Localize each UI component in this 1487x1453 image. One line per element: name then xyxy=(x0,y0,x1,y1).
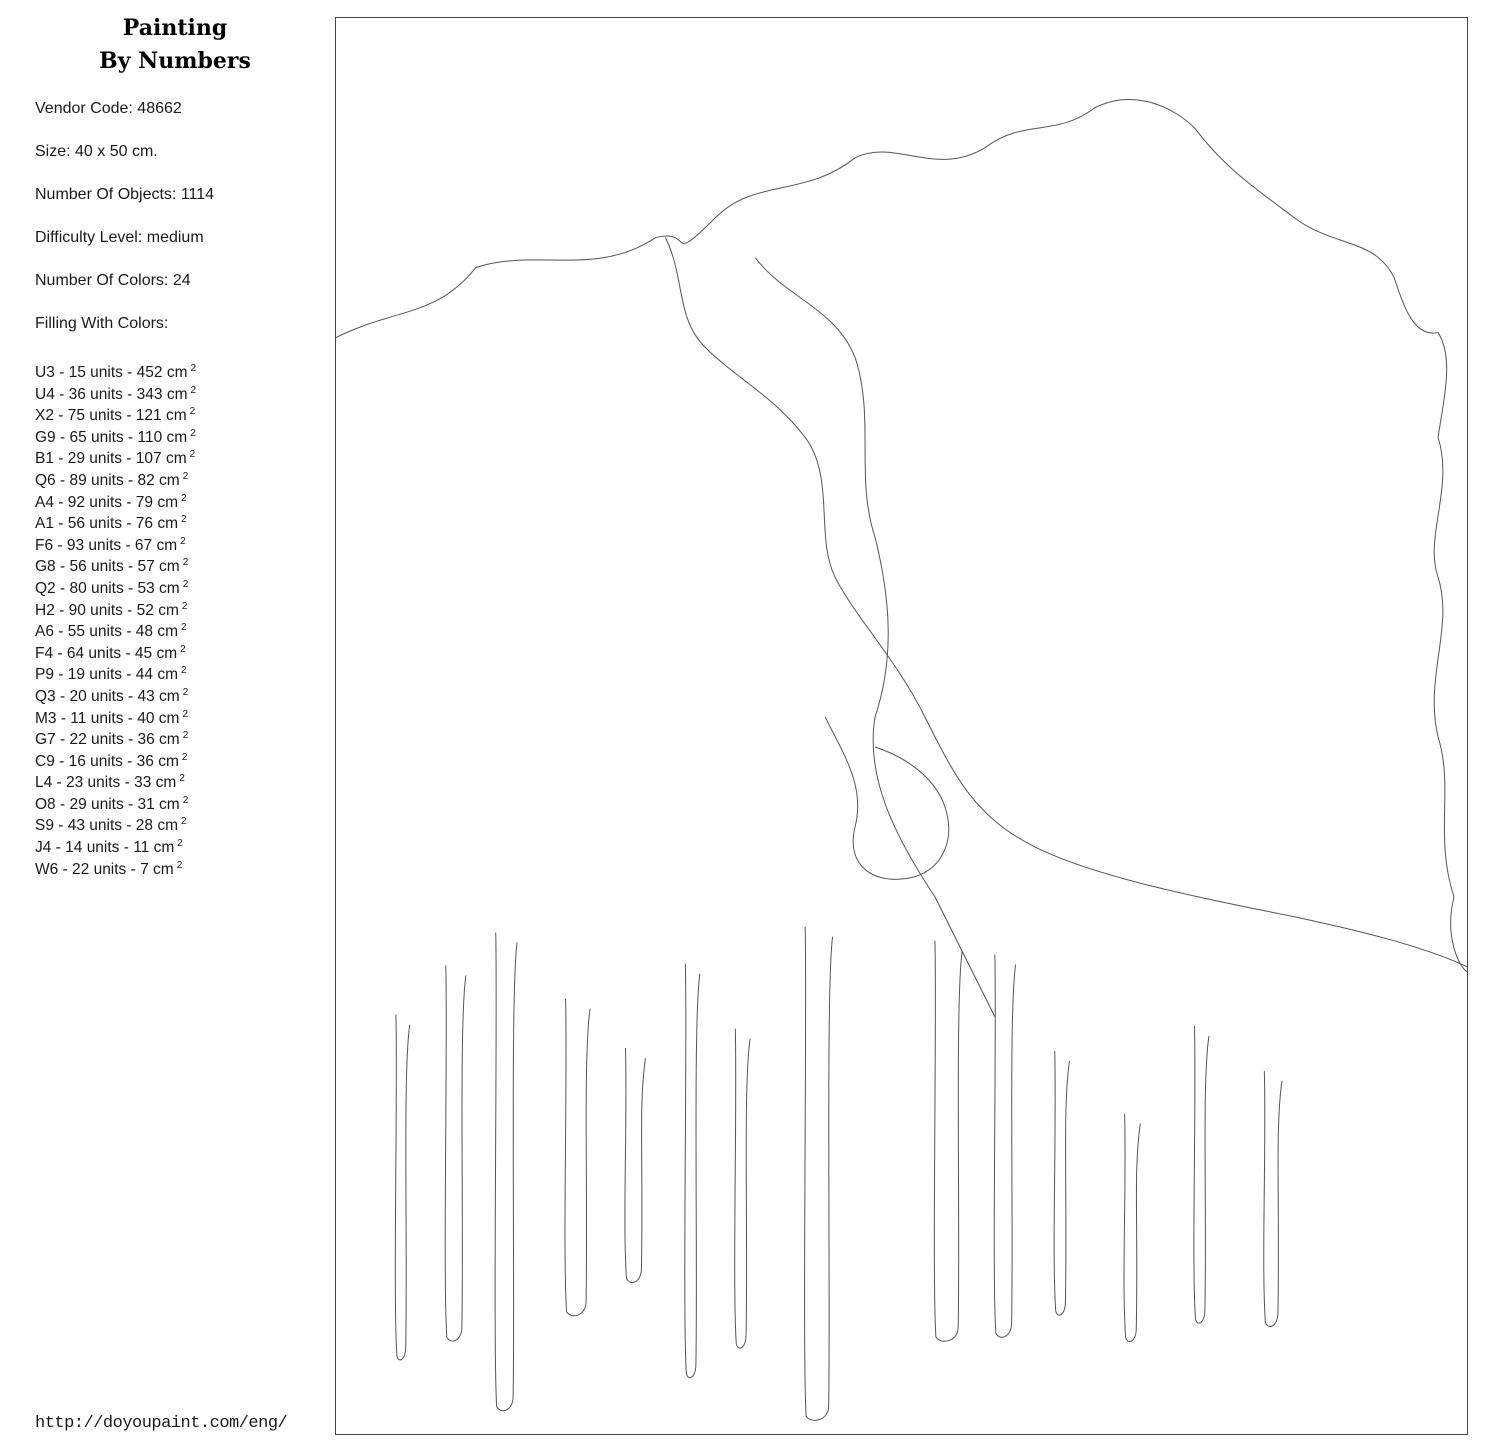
squared-superscript: 2 xyxy=(182,686,189,698)
title-line-2: By Numbers xyxy=(99,48,251,74)
squared-superscript: 2 xyxy=(182,708,188,720)
color-legend-text: B1 - 29 units - 107 cm xyxy=(35,450,187,468)
color-legend-text: F4 - 64 units - 45 cm xyxy=(35,644,178,662)
product-info xyxy=(35,98,214,356)
color-legend-item xyxy=(35,790,196,812)
color-legend-text: Q6 - 89 units - 82 cm xyxy=(35,471,180,489)
squared-superscript: 2 xyxy=(181,816,187,828)
paint-drip xyxy=(565,999,590,1316)
squared-superscript: 2 xyxy=(179,773,185,785)
squared-superscript: 2 xyxy=(181,665,187,677)
difficulty-level: Difficulty Level: medium xyxy=(35,229,204,246)
title-line-1: Painting xyxy=(122,15,228,41)
color-legend-text: W6 - 22 units - 7 cm xyxy=(35,860,174,878)
color-legend-item xyxy=(35,444,196,466)
color-legend-text: G9 - 65 units - 110 cm xyxy=(35,428,188,446)
info-sidebar xyxy=(0,0,320,1453)
squared-superscript: 2 xyxy=(190,363,197,374)
paint-drip xyxy=(395,1015,409,1360)
paint-drip xyxy=(934,941,962,1341)
line-art-canvas xyxy=(335,17,1468,1435)
color-legend-text: U4 - 36 units - 343 cm xyxy=(35,385,188,403)
color-legend-item xyxy=(35,596,196,618)
website-link[interactable]: http://doyoupaint.com/eng/ xyxy=(35,1414,288,1433)
color-legend-text: Q2 - 80 units - 53 cm xyxy=(35,579,180,597)
squared-superscript: 2 xyxy=(190,427,196,439)
paint-drip xyxy=(735,1029,750,1349)
color-legend-text: P9 - 19 units - 44 cm xyxy=(35,666,179,684)
squared-superscript: 2 xyxy=(181,600,188,612)
color-legend-item xyxy=(35,682,196,704)
squared-superscript: 2 xyxy=(182,578,189,590)
paint-drip xyxy=(445,965,466,1341)
paint-drip xyxy=(994,955,1015,1338)
paint-drip xyxy=(805,927,833,1421)
color-legend-text: J4 - 14 units - 11 cm xyxy=(35,839,175,857)
page-title xyxy=(60,12,290,78)
squared-superscript: 2 xyxy=(181,751,188,763)
color-legend-text: A6 - 55 units - 48 cm xyxy=(35,623,179,641)
squared-superscript: 2 xyxy=(189,406,196,418)
color-legend-item xyxy=(35,574,196,596)
color-list xyxy=(35,358,196,876)
color-legend-text: F6 - 93 units - 67 cm xyxy=(35,536,178,554)
paint-drip xyxy=(1194,1026,1209,1323)
color-legend-item xyxy=(35,552,196,574)
color-legend-text: X2 - 75 units - 121 cm xyxy=(35,407,187,425)
color-legend-item xyxy=(35,509,196,531)
color-legend-item xyxy=(35,380,196,402)
squared-superscript: 2 xyxy=(190,384,197,396)
color-legend-item xyxy=(35,423,196,445)
squared-superscript: 2 xyxy=(189,449,196,461)
color-legend-text: A4 - 92 units - 79 cm xyxy=(35,493,179,511)
squared-superscript: 2 xyxy=(181,492,187,504)
color-legend-text: M3 - 11 units - 40 cm xyxy=(35,709,180,727)
squared-superscript: 2 xyxy=(176,859,183,871)
color-legend-text: C9 - 16 units - 36 cm xyxy=(35,752,179,770)
color-legend-item xyxy=(35,617,196,639)
squared-superscript: 2 xyxy=(181,622,187,634)
colors-count: Number Of Colors: 24 xyxy=(35,272,191,289)
size-info: Size: 40 x 50 cm. xyxy=(35,143,158,160)
color-legend-text: L4 - 23 units - 33 cm xyxy=(35,774,177,792)
color-legend-text: O8 - 29 units - 31 cm xyxy=(35,795,180,813)
color-legend-item xyxy=(35,639,196,661)
color-legend-text: G8 - 56 units - 57 cm xyxy=(35,558,180,576)
paint-drip xyxy=(495,932,517,1410)
color-legend-item xyxy=(35,466,196,488)
squared-superscript: 2 xyxy=(180,535,186,547)
squared-superscript: 2 xyxy=(182,794,189,806)
squared-superscript: 2 xyxy=(180,643,186,655)
color-legend-text: Q3 - 20 units - 43 cm xyxy=(35,687,180,705)
color-legend-text: G7 - 22 units - 36 cm xyxy=(35,731,180,749)
squared-superscript: 2 xyxy=(182,730,189,742)
color-legend-item xyxy=(35,488,196,510)
paint-drip xyxy=(625,1048,646,1283)
color-legend-item xyxy=(35,747,196,769)
color-legend-text: A1 - 56 units - 76 cm xyxy=(35,515,179,533)
color-legend-item xyxy=(35,768,196,790)
color-legend-item xyxy=(35,531,196,553)
squared-superscript: 2 xyxy=(177,838,183,850)
color-legend-text: U3 - 15 units - 452 cm xyxy=(35,364,188,381)
filling-heading: Filling With Colors: xyxy=(35,315,169,332)
paint-drip xyxy=(1054,1051,1069,1315)
muzzle-outline xyxy=(825,717,949,879)
color-legend-item xyxy=(35,725,196,747)
color-legend-item xyxy=(35,401,196,423)
vendor-code: Vendor Code: 48662 xyxy=(35,100,182,117)
color-legend-item xyxy=(35,811,196,833)
squared-superscript: 2 xyxy=(182,557,189,569)
color-legend-item xyxy=(35,833,196,855)
paint-drip xyxy=(1124,1114,1140,1342)
color-legend-text: H2 - 90 units - 52 cm xyxy=(35,601,179,619)
paint-drip xyxy=(685,964,700,1378)
color-legend-item xyxy=(35,855,196,877)
squared-superscript: 2 xyxy=(181,514,187,526)
objects-count: Number Of Objects: 1114 xyxy=(35,186,215,203)
squared-superscript: 2 xyxy=(182,470,189,482)
color-legend-item xyxy=(35,704,196,726)
color-legend-text: S9 - 43 units - 28 cm xyxy=(35,817,179,835)
paint-drip xyxy=(1264,1071,1282,1326)
neck-outline xyxy=(665,238,1467,967)
color-legend-item xyxy=(35,358,196,380)
color-legend-item xyxy=(35,660,196,682)
horse-outline-artwork xyxy=(336,18,1467,1434)
